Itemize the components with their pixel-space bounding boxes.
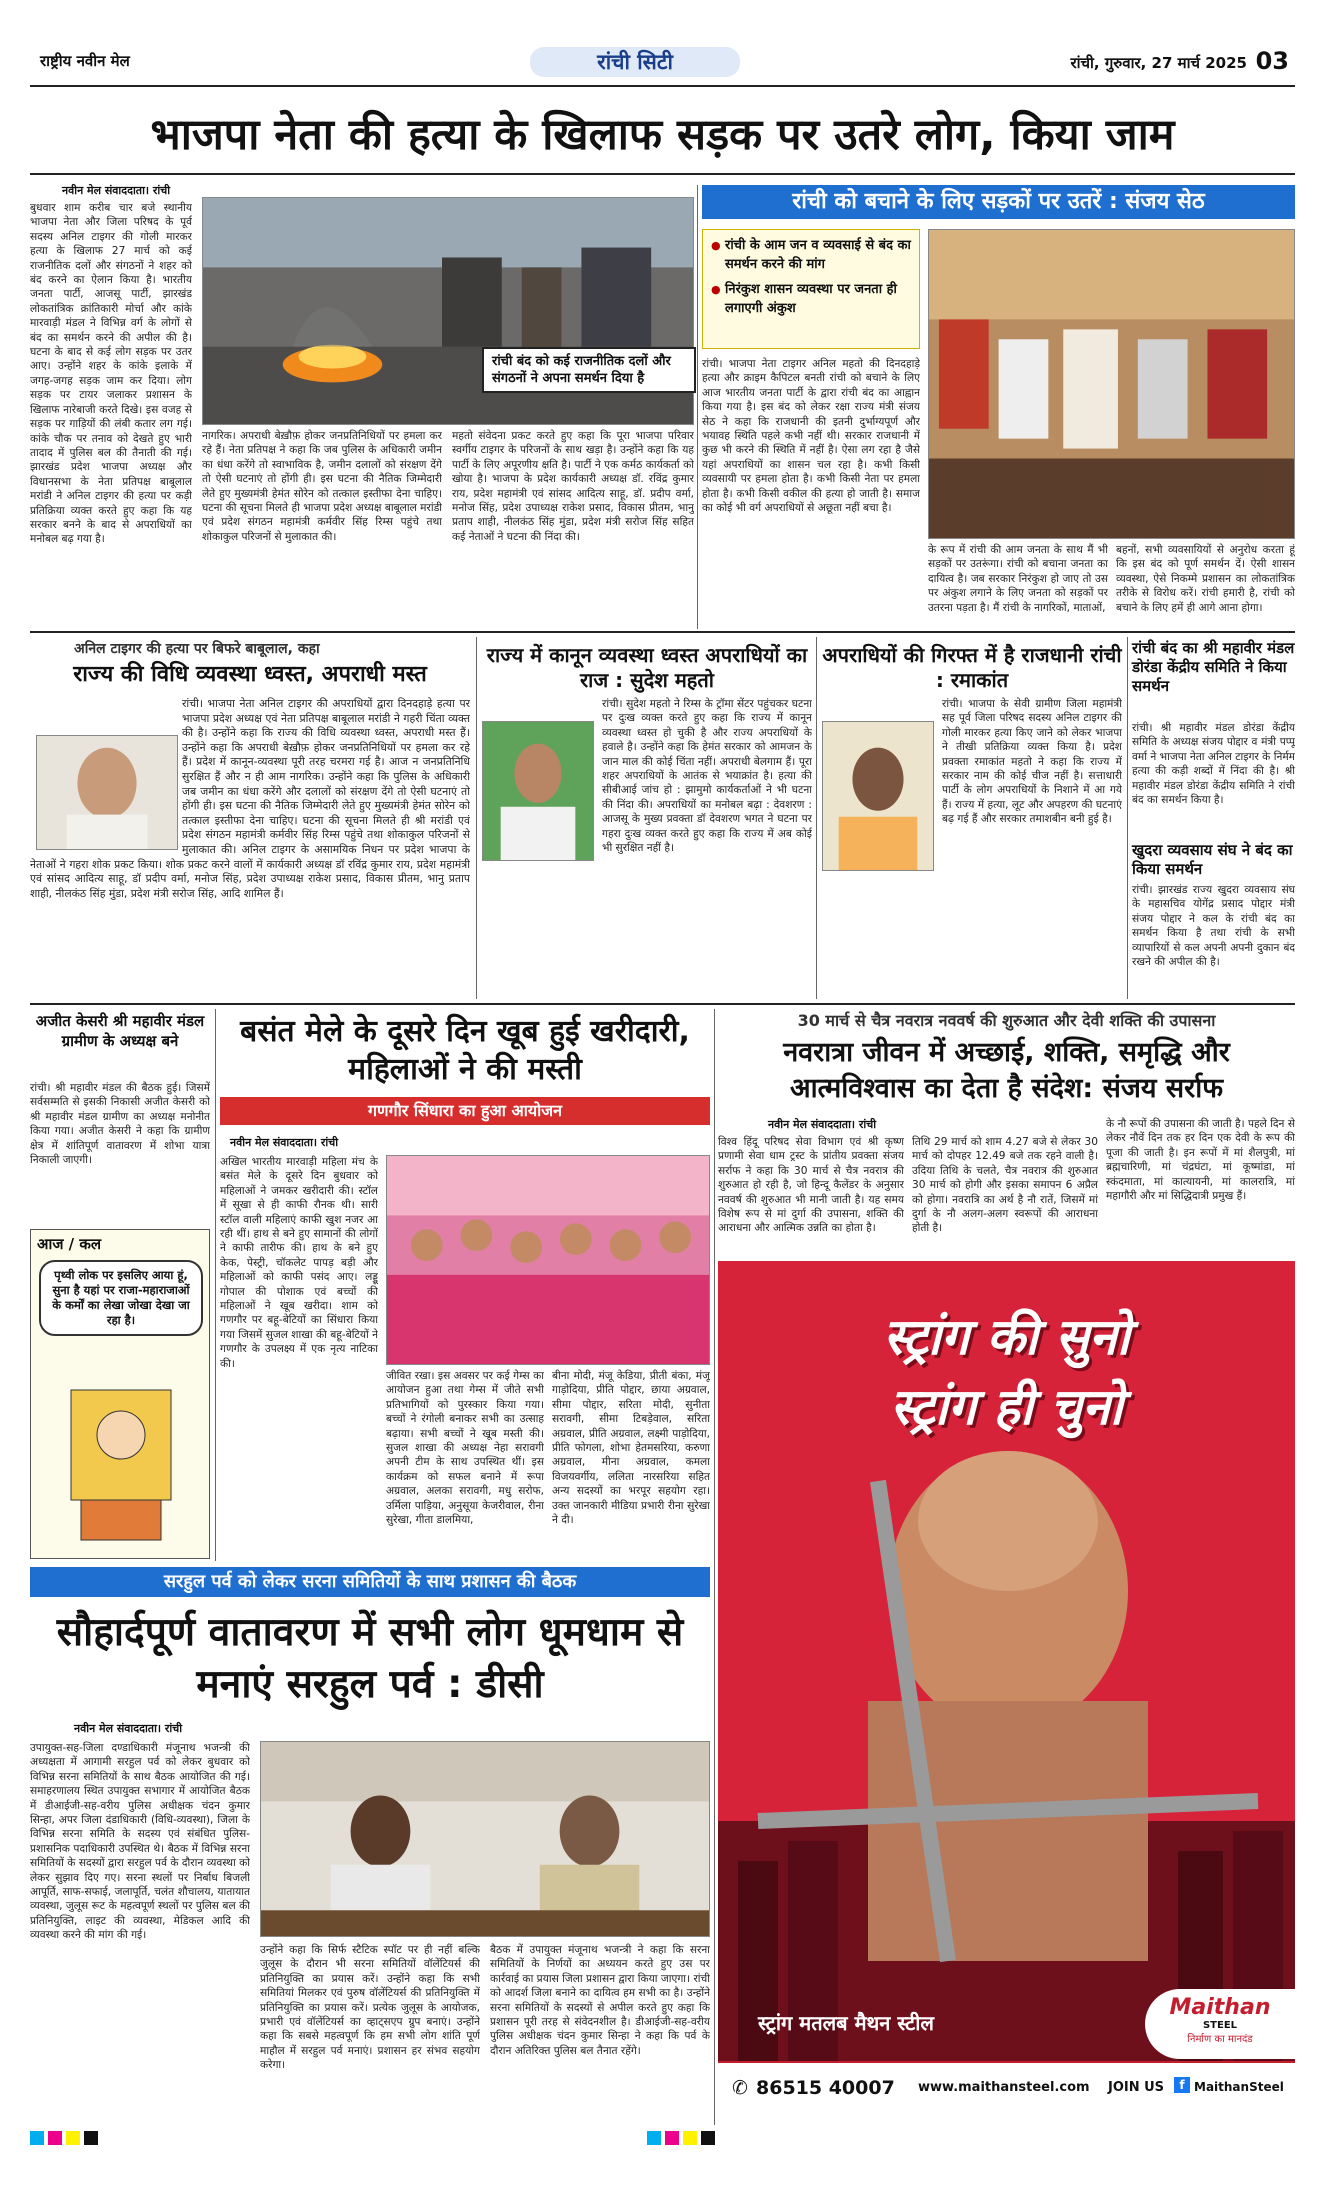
basant-byline: नवीन मेल संवाददाता। रांची (230, 1136, 339, 1149)
brand-name: राष्ट्रीय नवीन मेल (40, 52, 130, 70)
seth-column-3: बहनों, सभी व्यवसायियों से अनुरोध करता हूं कि इस बंद को पूर्ण समर्थन दें। ऐसी शासन व्यवस्था, ऐसे निकम्मे प्रशासन का लोकतांत्रिक तरीके से विरोध करें। रांची हमारी है, रांची को बचाने के लिए हमें ही आगे आना होगा। (1116, 544, 1295, 614)
photo-caption: रांची बंद को कई राजनीतिक दलों और संगठनों ने अपना समर्थन दिया है (482, 347, 696, 393)
registration-strip (30, 2130, 1295, 2146)
dateline: रांची, गुरुवार, 27 मार्च 2025 (1070, 54, 1247, 72)
dc-meeting-photo (260, 1741, 710, 1937)
ad-brand-name: Maithan (1169, 1995, 1271, 2020)
phone-icon: ✆ (732, 2077, 748, 2099)
lead-column-1: बुधवार शाम करीब चार बजे स्थानीय भाजपा नेता और जिला परिषद के पूर्व सदस्य अनिल टाइगर की गोली मारकर हत्या के खिलाफ 27 मार्च को कई राजनीतिक दलों और संगठनों ने शहर को बंद करने का ऐलान किया है। भारतीय जनता पार्टी, आजसू पार्टी, झारखंड लोकतांत्रिक क्रांतिकारी मोर्चा और कांके मारवाड़ी मंडल ने विभिन्न वर्ग के लोगों से बंद का समर्थन करने की अपील की है। घटना के बाद से कई लोग सड़क पर उतर आए। उन्होंने शहर के कांके इलाके में जगह-जगह सड़क जाम कर दिया। लोग सड़क पर टायर जलाकर प्रशासन के खिलाफ नारेबाजी करते दिखे। इस वजह से सड़क पर गाड़ियों की लंबी कतार लग गई। कांके चौक पर तनाव को देखते हुए भारी तादाद में पुलिस बल की तैनाती की गई। झारखंड प्रदेश भाजपा अध्यक्ष और विधानसभा के नेता प्रतिपक्ष बाबूलाल मरांडी ने अनिल टाइगर की हत्या पर कड़ी प्रतिक्रिया व्यक्त करते हुए कहा कि यह सरकार बनने के बाद से अपराधियों का मनोबल बढ़ गया है। (30, 202, 192, 546)
cartoon-speech: पृथ्वी लोक पर इसलिए आया हूं, सुना है यहां पर राजा-महाराजाओं के कर्मों का लेखा जोखा देखा जा रहा है। (39, 1260, 203, 1336)
ramakant-body (822, 697, 1122, 997)
seth-banner: रांची को बचाने के लिए सड़कों पर उतरें : संजय सेठ (702, 185, 1295, 219)
seth-highlight-2: ● निरंकुश शासन व्यवस्था पर जनता ही लगाएगी अंकुश (711, 280, 911, 318)
ramakant-body-text: रांची। भाजपा के सेवी ग्रामीण जिला महामंत्री सह पूर्व जिला परिषद सदस्य अनिल टाइगर की गोली मारकर हत्या किए जाने को लेकर भाजपा ने तीखी प्रतिक्रिया व्यक्त किया है। प्रदेश प्रवक्ता रमाकांत महतो ने कहा कि राज्य में सरकार नाम की कोई चीज नहीं है। सत्ताधारी पार्टी के लोग अपराधियों के निशाने में आ गये हैं। राज्य में हत्या, लूट और अपहरण की घटनाएं बढ़ गई हैं और सरकार तमाशबीन बनी हुई है। (942, 698, 1122, 826)
cartoon (30, 1229, 210, 1559)
basant-strap: गणगौर सिंधारा का हुआ आयोजन (220, 1097, 710, 1125)
basant-column-3: बीना मोदी, मंजू केडिया, प्रीती बंका, मंजू गाड़ोदिया, प्रीति पोद्दार, छाया अग्रवाल, सीमा पोद्दार, सरिता मोदी, सुनीता सरावगी, सीमा टिबड़ेवाल, सरिता अग्रवाल, प्रीति अग्रवाल, लक्ष्मी पाड़ोदिया, प्रीति फोगला, शोभा हेतमसरिया, करुणा अग्रवाल, मीना अग्रवाल, कमला विजयवर्गीय, ललिता नारसरिया सहित अन्य सदस्यों का भरपूर सहयोग रहा। उक्त जानकारी मीडिया प्रभारी रीना सुरेखा ने दी। (552, 1370, 710, 1527)
women-group-photo (386, 1155, 710, 1365)
seth-column-1: रांची। भाजपा नेता टाइगर अनिल महतो की दिनदहाड़े हत्या और क्राइम कैपिटल बनती रांची को बचाने के लिए आज भारतीय जनता पार्टी के द्वारा रांची बंद का आह्वान किया गया है। इस बंद को लेकर रक्षा राज्य मंत्री संजय सेठ ने कहा कि राजधानी की इतनी दुर्भाग्यपूर्ण और भयावह स्थिति पहले कभी नहीं थी। सरकार राजधानी में कुछ भी करने की स्थिति में नहीं है। ऐसा लग रहा है जैसे यहां अपराधियों का शासन चल रहा है। कभी किसी व्यवसायी पर हमला होता है। कभी किसी नेता पर हमला होता है। कभी किसी वकील की हत्या हो जाती है। समाज का कोई भी वर्ग अपराधियों से अछूता नहीं बचा है। (702, 358, 920, 515)
sarhul-column-2: उन्होंने कहा कि सिर्फ स्टैटिक स्पॉट पर ही नहीं बल्कि जुलूस के दौरान भी सरना समितियों वॉलेंटियर्स की प्रतिनियुक्ति का प्रयास करें। उन्होंने कहा कि सभी समितियां मिलकर एवं पुरुष वॉलेंटियर्स की प्रतिनियुक्ति में प्रतिनियुक्ति का प्रयास करें। प्रत्येक जुलूस के आयोजक, प्रभारी एवं वॉलेंटियर्स का व्हाट्सएप ग्रुप बनाएं। उन्होंने कहा कि सबसे महत्वपूर्ण कि हम सभी लोग शांति पूर्ण माहौल में सरहुल पर्व मनाएं। प्रशासन हर संभव सहयोग करेगा। (260, 1944, 480, 2072)
sarhul-headline: सौहार्दपूर्ण वातावरण में सभी लोग धूमधाम से मनाएं सरहुल पर्व : डीसी (56, 1610, 684, 1707)
sudesh-headline: राज्य में कानून व्यवस्था ध्वस्त अपराधियों का राज : सुदेश महतो (486, 643, 808, 692)
navratra-strap: 30 मार्च से चैत्र नवरात्र नववर्ष की शुरुआत और देवी शक्ति की उपासना (797, 1011, 1216, 1030)
seth-highlight-1: ● रांची के आम जन व व्यवसाई से बंद का समर्थन करने की मांग (711, 236, 911, 274)
page-number: 03 (1255, 47, 1289, 75)
ad-website: www.maithansteel.com (918, 2080, 1090, 2095)
lead-headline: भाजपा नेता की हत्या के खिलाफ सड़क पर उतरे लोग, किया जाम (150, 110, 1175, 160)
divider (816, 637, 817, 999)
sudesh-body-text: रांची। सुदेश महतो ने रिम्स के ट्रॉमा सेंटर पहुंचकर घटना पर दुःख व्यक्त करते हुए कहा कि राज्य में कानून व्यवस्था ध्वस्त हो चुकी है और राज्य अपराधियों के हवाले है। उन्होंने कहा कि हेमंत सरकार को आमजन के जान माल की कोई चिंता नहीं। अपराधी बेलगाम हैं। पूरा शहर अपराधियों के आतंक से भयाक्रांत है। हत्या की सीबीआई जांच हो : झामुमो कार्यकर्ताओं ने भी घटना की निंदा की। अपराधियों का मनोबल बढ़ा : देवशरण : आजसू के मुख्य प्रवक्ता डॉ देवशरण भगत ने घटना पर गहरा दुःख व्यक्त करते हुए कहा कि राज्य में अब कोई भी सुरक्षित नहीं है। (602, 698, 812, 855)
ad-brand-sub: STEEL (1202, 2020, 1238, 2031)
navratra-byline: नवीन मेल संवाददाता। रांची (768, 1118, 877, 1131)
meeting-photo (928, 229, 1295, 539)
ad-social: MaithanSteel (1194, 2080, 1284, 2094)
marandi-body (30, 697, 470, 997)
ad-join: JOIN US (1108, 2080, 1165, 2095)
divider (215, 1009, 216, 1561)
lead-column-3: महतो संवेदना प्रकट करते हुए कहा कि पूरा भाजपा परिवार स्वर्गीय टाइगर के परिजनों के साथ खड़ा है। उन्होंने कहा कि यह पार्टी के लिए अपूरणीय क्षति है। पार्टी ने एक कर्मठ कार्यकर्ता को खोया है। भाजपा के प्रदेश कार्यकारी अध्यक्ष डॉ. रविंद्र कुमार राय, प्रदेश महामंत्री एवं सांसद आदित्य साहू, डॉ. प्रदीप वर्मा, मनोज सिंह, प्रदेश उपाध्यक्ष राकेश प्रसाद, विकास प्रीतम, भानु प्रताप शाही, नीलकंठ सिंह मुंडा, प्रदेश मंत्री सरोज सिंह सहित कई नेताओं ने घटना की निंदा की। (452, 430, 694, 543)
ad-phone: 86515 40007 (756, 2077, 895, 2099)
seth-column-2: के रूप में रांची की आम जनता के साथ मैं भी सड़कों पर उतरूंगा। रांची को बचाना जनता का दायित्व है। जब सरकार निरंकुश हो जाए तो उस पर अंकुश लगाने के लिए जनता को सड़कों पर उतरना पड़ता है। मैं रांची के नागरिकों, माताओं, (928, 544, 1108, 614)
sarhul-column-1: उपायुक्त-सह-जिला दण्डाधिकारी मंजूनाथ भजन्त्री की अध्यक्षता में आगामी सरहुल पर्व को लेकर बुधवार को विभिन्न सरना समितियों के साथ बैठक आयोजित की गई। समाहरणालय स्थित उपायुक्त सभागार में आयोजित बैठक में डीआईजी-सह-वरीय पुलिस अधीक्षक चंदन कुमार सिन्हा, अपर जिला दंडाधिकारी (विधि-व्यवस्था), जिला के विभिन्न सरना समिति के सदस्य एवं संबंधित पुलिस-प्रशासनिक पदाधिकारी उपस्थित थे। बैठक में विभिन्न सरना समितियों के सदस्यों द्वारा सरहुल पर्व के दौरान व्यवस्था को लेकर सुझाव दिए गए। सरना स्थलों पर निर्बाध बिजली आपूर्ति, साफ-सफाई, जलापूर्ति, चलंत शौचालय, यातायात व्यवस्था, जुलूस रूट के महत्वपूर्ण स्थलों पर पुलिस बल की प्रतिनियुक्ति, लाइट की व्यवस्था, मेडिकल आदि की व्यवस्था करने की मांग की गई। (30, 1742, 250, 1942)
ad-line-1: स्ट्रांग की सुनो (883, 1308, 1130, 1366)
divider (714, 1009, 715, 2125)
navratra-column-3: के नौ रूपों की उपासना की जाती है। पहले दिन से लेकर नौवें दिन तक हर दिन एक देवी के रूप की पूजा की जाती है। इन रूपों में मां शैलपुत्री, मां ब्रह्मचारिणी, मां चंद्रघंटा, मां कूष्मांडा, मां स्कंदमाता, मां कात्यायनी, मां कालरात्रि, मां महागौरी और मां सिद्धिदात्री प्रमुख हैं। (1106, 1118, 1295, 1203)
ad-contact-bar (718, 2061, 1295, 2114)
divider (1127, 637, 1128, 999)
cartoon-figure (51, 1380, 191, 1550)
ad-tagline: स्ट्रांग मतलब मैथन स्टील (758, 2011, 934, 2035)
navratra-headline: नवरात्रा जीवन में अच्छाई, शक्ति, समृद्धि और आत्मविश्वास का देता है संदेश: संजय सर्राफ (783, 1037, 1230, 1104)
section-title: रांची सिटी (530, 47, 740, 77)
basant-column-2: जीवित रखा। इस अवसर पर कई गेम्स का आयोजन हुआ तथा गेम्स में जीते सभी प्रतिभागियों को पुरस्कार किया गया। बच्चों ने रंगोली बनाकर सभी का उत्साह बढ़ाया। सभी बच्चों ने खूब मस्ती की। सुजल शाखा की अध्यक्ष नेहा सरावगी अपनी टीम के साथ उपस्थित थीं। इस कार्यक्रम को सफल बनाने में रूपा अग्रवाल, अलका सरावगी, मधु सरोफ, उर्मिला पाड़िया, अनुसूया केजरीवाल, रीना सुरेखा, गीता डालमिया, (386, 1370, 544, 1527)
seth-highlights (702, 229, 920, 349)
mahavir-body: रांची। श्री महावीर मंडल डोरंडा केंद्रीय समिति के अध्यक्ष संजय पोद्दार व मंत्री पप्पू वर्मा ने भाजपा नेता अनिल टाइगर के निर्मम हत्या की कड़ी शब्दों में निंदा की है। श्री महावीर मंडल डोरंडा केंद्रीय समिति ने रांची बंद का समर्थन किया है। (1132, 722, 1295, 807)
masthead (30, 45, 1295, 87)
navratra-column-1: विश्व हिंदू परिषद सेवा विभाग एवं श्री कृष्ण प्रणामी सेवा धाम ट्रस्ट के प्रांतीय प्रवक्ता संजय सर्राफ ने कहा कि 30 मार्च से चैत्र नवरात्र की शुरुआत हो रही है, जो हिन्दू कैलेंडर के अनुसार नववर्ष की शुरुआत भी मानी जाती है। यह समय विशेष रूप से मां दुर्गा की उपासना, शक्ति की आराधना और आत्मिक उन्नति का होता है। (718, 1136, 904, 1235)
navratra-column-2: तिथि 29 मार्च को शाम 4.27 बजे से लेकर 30 मार्च को दोपहर 12.49 बजे तक रहने वाली है। उदिया तिथि के चलते, चैत्र नवरात्र की शुरुआत 30 मार्च को होगी और इसका समापन 6 अप्रैल को होगा। नवरात्रि का अर्थ है नौ रातें, जिसमें मां दुर्गा के नौ अलग-अलग स्वरूपों की आराधना होती है। (912, 1136, 1098, 1235)
cartoon-label: आज / कल (37, 1235, 102, 1253)
retail-body: रांची। झारखंड राज्य खुदरा व्यवसाय संघ के महासचिव योगेंद्र प्रसाद पोद्दार मंत्री संजय पोद्दार ने कल के रांची बंद का समर्थन किया है तथा रांची के सभी व्यापारियों से कल अपनी अपनी दुकान बंद रखने की अपील की है। (1132, 884, 1295, 969)
sarhul-byline: नवीन मेल संवाददाता। रांची (74, 1722, 183, 1735)
divider (30, 173, 1295, 175)
ajit-headline: अजीत केसरी श्री महावीर मंडल ग्रामीण के अध्यक्ष बने (35, 1012, 205, 1050)
marandi-strap: अनिल टाइगर की हत्या पर बिफरे बाबूलाल, कहा (74, 641, 320, 657)
divider (476, 637, 477, 999)
facebook-icon: f (1174, 2077, 1190, 2093)
ad-brand-hindi: निर्माण का मानदंड (1187, 2034, 1253, 2045)
ad-line-2: स्ट्रांग ही चुनो (890, 1378, 1123, 1436)
newspaper-page (30, 45, 1295, 2175)
ajit-body: रांची। श्री महावीर मंडल की बैठक हुई। जिसमें सर्वसम्मति से इसकी निकासी अजीत केसरी को श्री महावीर मंडल ग्रामीण का अध्यक्ष मनोनीत किया गया। अजीत केसरी ने कहा कि ग्रामीण क्षेत्र में शांतिपूर्ण वातावरण में शोभा यात्रा निकाली जाएगी। (30, 1082, 210, 1167)
sarhul-column-3: बैठक में उपायुक्त मंजूनाथ भजन्त्री ने कहा कि सरना समितियों के निर्णयों का अध्ययन करते हुए उस पर कार्रवाई का प्रयास जिला प्रशासन द्वारा किया जाएगा। रांची को आदर्श जिला बनाने का दायित्व हम सभी का है। उन्होंने सरना समितियों के सदस्यों से अपील करते हुए कहा कि प्रशासन पूरी तरह से संवेदनशील है। डीआईजी-सह-वरीय पुलिस अधीक्षक चंदन कुमार सिन्हा ने कहा कि पर्व के दौरान अतिरिक्त पुलिस बल तैनात रहेंगे। (490, 1944, 710, 2057)
maithan-steel-ad (718, 1261, 1295, 2114)
retail-headline: खुदरा व्यवसाय संघ ने बंद का किया समर्थन (1132, 841, 1293, 878)
mahavir-headline: रांची बंद का श्री महावीर मंडल डोरंडा केंद्रीय समिति ने किया समर्थन (1132, 639, 1295, 695)
divider (697, 185, 698, 629)
lead-byline: नवीन मेल संवाददाता। रांची (62, 184, 171, 197)
sudesh-body (482, 697, 812, 997)
basant-headline: बसंत मेले के दूसरे दिन खूब हुई खरीदारी, महिलाओं ने की मस्ती (240, 1014, 690, 1087)
sarhul-banner: सरहुल पर्व को लेकर सरना समितियों के साथ प्रशासन की बैठक (30, 1567, 710, 1597)
marandi-body-text: रांची। भाजपा नेता अनिल टाइगर की अपराधियों द्वारा दिनदहाड़े हत्या पर भाजपा प्रदेश अध्यक्ष एवं नेता प्रतिपक्ष बाबूलाल मरांडी ने गहरी चिंता व्यक्त की है। उन्होंने कहा कि राज्य की विधि व्यवस्था ध्वस्त, अपराधी मस्त हैं। उन्होंने कहा कि अपराधी बेख़ौफ़ होकर जनप्रतिनिधियों पर हमला कर रहे हैं। प्रदेश में कानून-व्यवस्था पूरी तरह चरमरा गई है। आज न जनप्रतिनिधि सुरक्षित हैं और न ही आम नागरिक। उन्होंने कहा कि पुलिस के अधिकारी जब जमीन का धंधा करेंगे और दलालों को संरक्षण देंगे तो ऐसी घटनाएं तो होंगी ही। इस घटना की नैतिक जिम्मेदारी लेते हुए मुख्यमंत्री हेमंत सोरेन को तत्काल इस्तीफा देना चाहिए। घटना की सूचना मिलते ही श्री मरांडी एवं प्रदेश संगठन महामंत्री कर्मवीर सिंह रिम्स पहुंचे तथा शोकाकुल परिजनों से मुलाकात की। अनिल टाइगर के असामयिक निधन पर प्रदेश भाजपा के नेताओं ने गहरा शोक प्रकट किया। शोक प्रकट करने वालों में कार्यकारी अध्यक्ष डॉ रविंद्र कुमार राय, प्रदेश महामंत्री एवं सांसद आदित्य साहू, डॉ प्रदीप वर्मा, मनोज सिंह, प्रदेश उपाध्यक्ष राकेश प्रसाद, विकास प्रीतम, भानु प्रताप शाही, नीलकंठ सिंह मुंडा, प्रदेश मंत्री सरोज सिंह, आदि शामिल हैं। (30, 697, 470, 900)
divider (30, 1003, 1295, 1005)
ad-brand-badge (1145, 1989, 1295, 2059)
lead-column-2: नागरिक। अपराधी बेख़ौफ़ होकर जनप्रतिनिधियों पर हमला कर रहे हैं। नेता प्रतिपक्ष ने कहा कि जब पुलिस के अधिकारी जमीन का धंधा करेंगे तो स्वाभाविक है, जमीन दलालों को संरक्षण देंगे तो ऐसी घटनाएं तो होंगी ही। इस घटना की नैतिक जिम्मेदारी लेते हुए मुख्यमंत्री हेमंत सोरेन को तत्काल इस्तीफा देना चाहिए। घटना की सूचना मिलते ही भाजपा प्रदेश अध्यक्ष बाबूलाल मरांडी एवं प्रदेश संगठन महामंत्री कर्मवीर सिंह रिम्स पहुंचे तथा शोकाकुल परिजनों से मुलाकात की। (202, 430, 442, 543)
divider (30, 631, 1295, 633)
ramakant-headline: अपराधियों की गिरफ्त में है राजधानी रांची : रमाकांत (822, 643, 1122, 692)
marandi-headline: राज्य की विधि व्यवस्था ध्वस्त, अपराधी मस्त (73, 662, 427, 687)
basant-column-1: अखिल भारतीय मारवाड़ी महिला मंच के बसंत मेले के दूसरे दिन बुधवार को महिलाओं ने जमकर खरीदारी की। स्टॉल में सूखा से ही काफी रौनक थी। सारी स्टॉल वाली महिलाएं काफी खुश नजर आ रही थीं। हाथ से बने हुए सामानों की लोगों ने काफी तारीफ की। हाथ के बने हुए केक, पेस्ट्री, चॉकलेट पापड़ बड़ी और महिलाओं को काफी पसंद आए। लड्डू गोपाल की पोशाक एवं बच्चों की महिलाओं ने खूब खरीदा। शाम को गणगौर पर बहू-बेटियों का सिंधारा किया गया जिसमें सुजल शाखा की बहू-बेटियों ने गणगौर के उपलक्ष्य में एक नृत्य नाटिका की। (220, 1156, 378, 1370)
